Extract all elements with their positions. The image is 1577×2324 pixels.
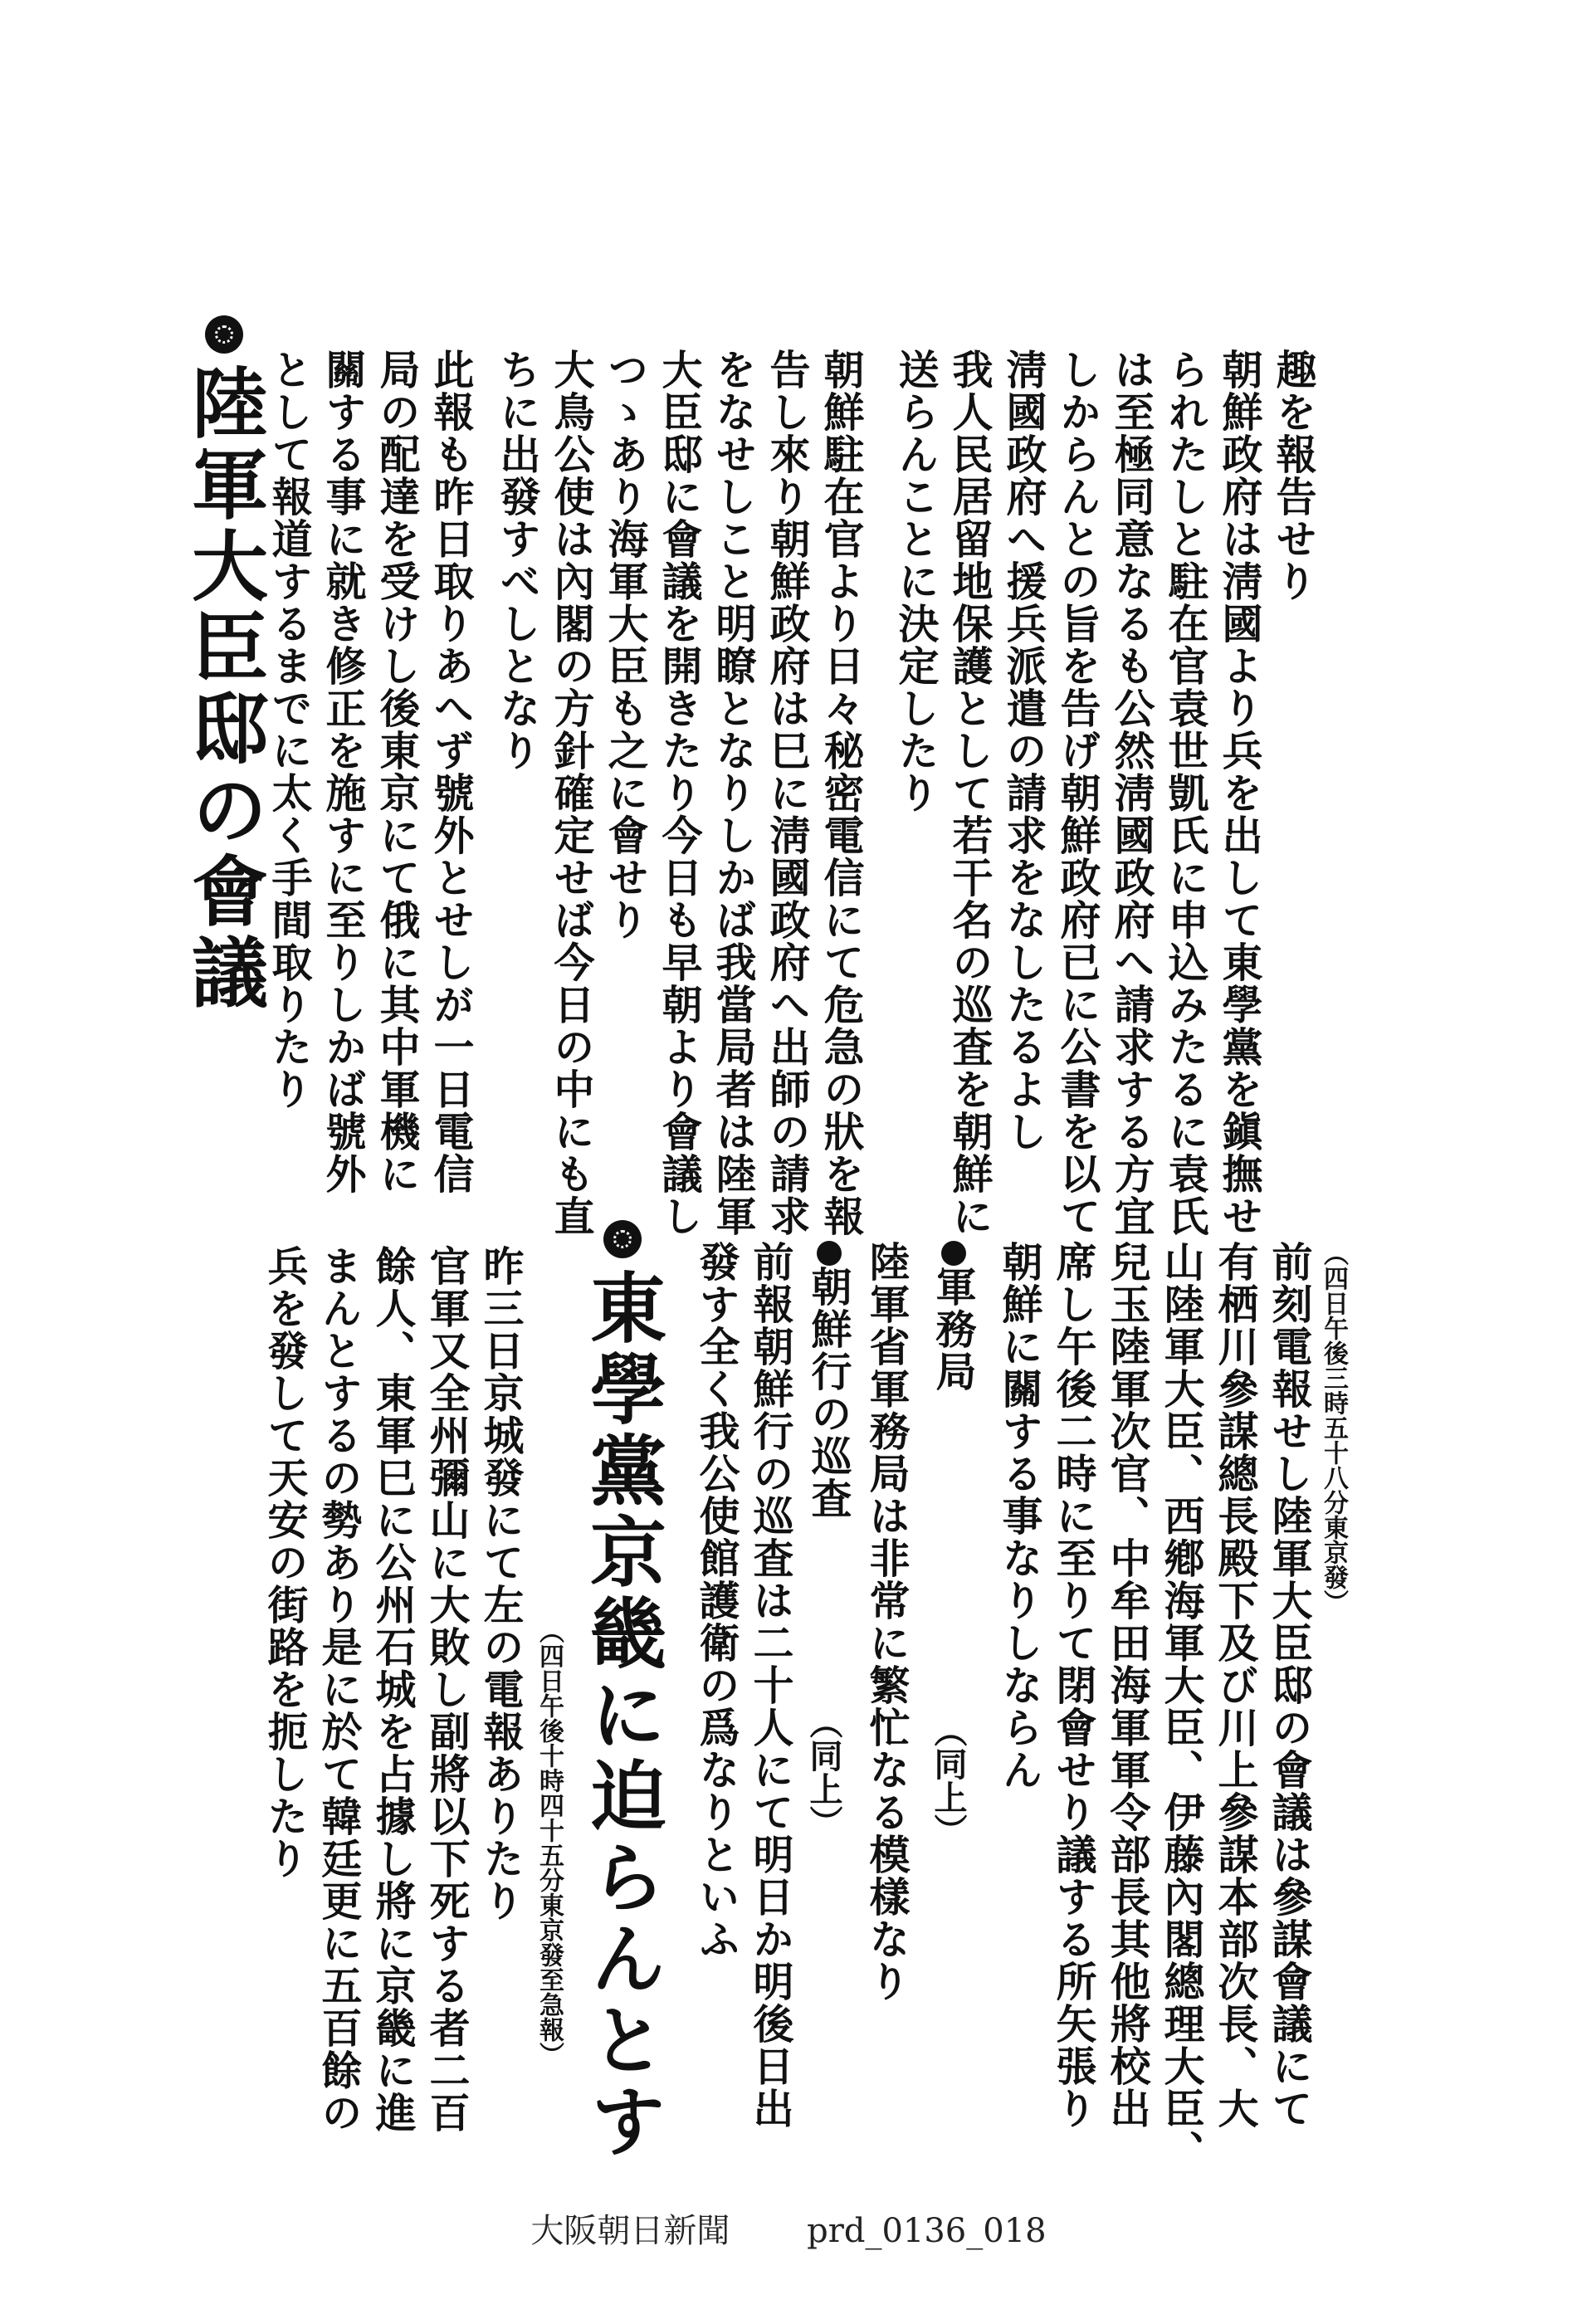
text-column: られたしと駐在官袁世凱氏に申込みたるに袁氏 <box>1162 349 1210 1238</box>
section-source: （同上） <box>804 1706 843 1838</box>
headline-marker-icon <box>205 315 243 354</box>
text-column: 發す全く我公使館護衛の爲なりといふ <box>693 1241 741 1960</box>
text-column: 大臣邸に會議を開きたり今日も早朝より會議し <box>656 349 704 1238</box>
text-column: つゝあり海軍大臣も之に會せり <box>602 349 650 941</box>
dateline: （四日午後三時五十八分東京發） <box>1319 1241 1348 1614</box>
text-column: 朝鮮に關する事なりしならん <box>996 1241 1044 1791</box>
text-column: 兵を發して天安の街路を扼したり <box>261 1245 310 1880</box>
text-column: 告し來り朝鮮政府は巳に淸國政府へ出師の請求 <box>764 349 812 1238</box>
headline <box>179 315 269 1014</box>
newspaper-name: 大阪朝日新聞 <box>530 2212 730 2250</box>
headline-marker-icon <box>603 1220 642 1258</box>
text-column: 山陸軍大臣、西鄕海軍大臣、伊藤內閣總理大臣、 <box>1158 1241 1206 2172</box>
text-column: 趣を報告せり <box>1270 349 1318 603</box>
text-column: 送らんことに決定したり <box>892 349 940 814</box>
text-column: しからんとの旨を告げ朝鮮政府已に公書を以て <box>1054 349 1102 1238</box>
section-title-korea-police: 朝鮮行の巡査 <box>805 1241 853 1520</box>
text-column: 前報朝鮮行の巡査は二十人にて明日か明後日出 <box>747 1241 795 2130</box>
text-column: 餘人、東軍巳に公州石城を占據し將に京畿に進 <box>369 1245 417 2134</box>
text-column: 朝鮮駐在官より日々秘密電信にて危急の狀を報 <box>818 349 866 1238</box>
headline-text: 陸軍大臣邸の會議 <box>179 364 269 1014</box>
text-column: 此報も昨日取りあへず號外とせしが一日電信 <box>427 349 476 1195</box>
text-column: 昨三日京城發にて左の電報ありたり <box>477 1245 525 1922</box>
text-column: 官軍又全州彌山に大敗し副將以下死する者二百 <box>423 1245 471 2134</box>
text-column: 有栖川參謀總長殿下及び川上參謀本部次長、大 <box>1212 1241 1260 2130</box>
section-source: （同上） <box>929 1714 968 1847</box>
page-id: prd_0136_018 <box>807 2212 1047 2250</box>
text-column: まんとするの勢あり是に於て韓廷更に五百餘の <box>315 1245 364 2134</box>
headline-text: 東學黨京畿に迫らんとす <box>578 1268 667 2163</box>
text-column: として報道するまでに太く手間取りたり <box>266 349 314 1111</box>
text-column: 我人民居留地保護として若干名の巡査を朝鮮に <box>946 349 994 1238</box>
dateline: （四日午後十時四十五分東京發至急報） <box>535 1618 564 2067</box>
bullet-icon <box>941 1241 966 1266</box>
text-column: 兒玉陸軍次官、中牟田海軍軍令部長其他將校出 <box>1104 1241 1152 2130</box>
page-footer <box>0 2204 1577 2252</box>
text-column: 局の配達を受けし後東京にて俄に其中軍機に <box>374 349 422 1195</box>
text-column: をなせしこと明瞭となりしかば我當局者は陸軍 <box>710 349 758 1238</box>
text-column: は至極同意なるも公然淸國政府へ請求する方宜 <box>1108 349 1156 1238</box>
text-column: 陸軍省軍務局は非常に繁忙なる模樣なり <box>863 1241 911 2003</box>
text-column: 關する事に就き修正を施すに至りしかば號外 <box>320 349 368 1195</box>
section-title-military-affairs: 軍務局 <box>930 1241 978 1393</box>
text-column: 前刻電報せし陸軍大臣邸の會議は參謀會議にて <box>1266 1241 1314 2130</box>
headline <box>578 1220 667 2163</box>
text-column: 大鳥公使は內閣の方針確定せば今日の中にも直 <box>548 349 596 1238</box>
text-column: 朝鮮政府は淸國より兵を出して東學黨を鎭撫せ <box>1216 349 1264 1238</box>
bullet-icon <box>817 1241 842 1266</box>
text-column: ちに出發すべしとなり <box>494 349 542 772</box>
text-column: 席し午後二時に至りて閉會せり議する所矢張り <box>1050 1241 1098 2130</box>
text-column: 淸國政府へ援兵派遣の請求をなしたるよし <box>1000 349 1048 1153</box>
